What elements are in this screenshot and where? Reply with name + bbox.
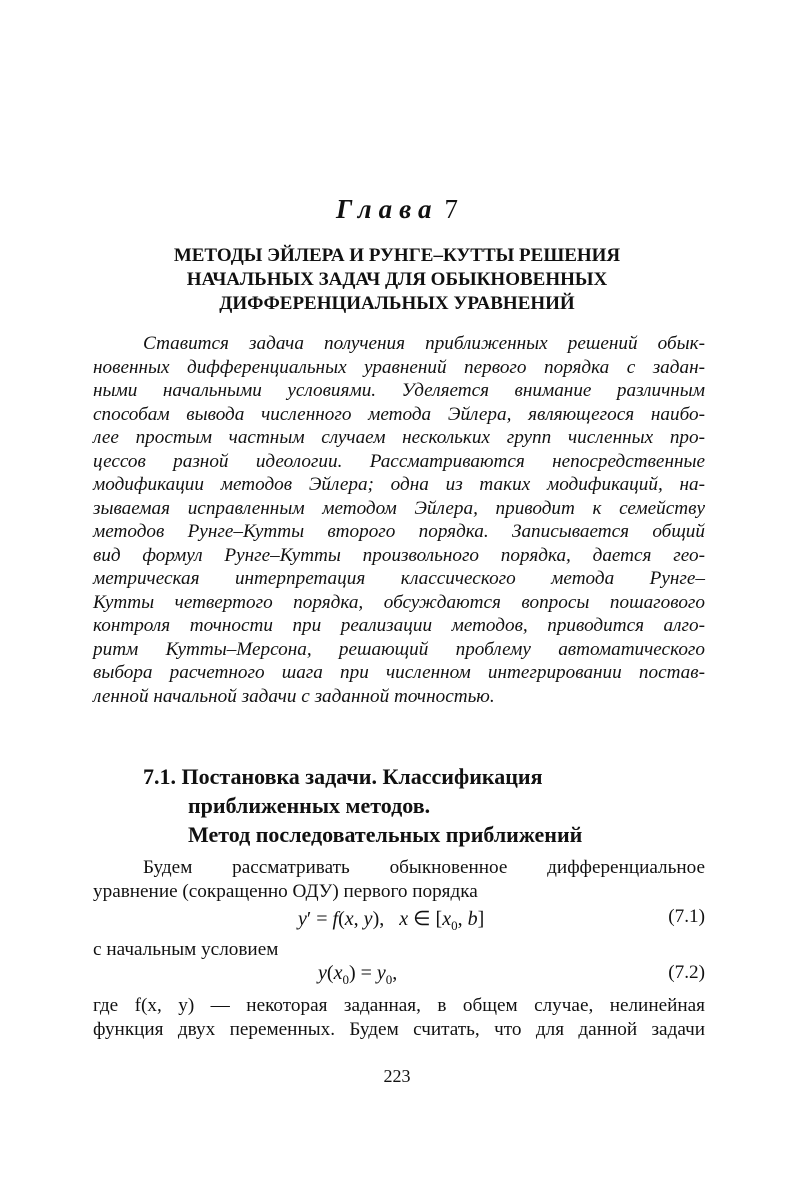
body-line: с начальным условием — [93, 939, 279, 960]
formula-7-1: y′ = f(x, y), x ∈ [$x_0$, b] — [298, 908, 485, 933]
abstract-line: ритм Кутты–Мерсона, решающий проблему автоматического — [93, 638, 705, 660]
chapter-title — [60, 244, 734, 316]
abstract-line: ленной начальной задачи с заданной точностью. — [93, 685, 495, 707]
body-paragraph — [93, 938, 705, 962]
section-title-line: приближенных методов. — [188, 793, 431, 818]
page-number: 223 — [383, 1066, 411, 1086]
body-line: функция двух переменных. Будем считать, что для данной задачи — [93, 1019, 705, 1040]
section-title-line: Постановка задачи. Классификация — [181, 764, 543, 789]
abstract-line: метрическая интерпретация классического метода Рунге– — [93, 568, 705, 589]
equation-7-1 — [93, 906, 705, 934]
abstract-line: лее простым частным случаем нескольких групп численных про- — [93, 427, 705, 448]
chapter-label — [0, 194, 794, 225]
abstract-line: Кутты четвертого порядка, обсуждаются вопросы пошагового — [93, 591, 705, 613]
chapter-title-line: МЕТОДЫ ЭЙЛЕРА И РУНГЕ–КУТТЫ РЕШЕНИЯ — [173, 245, 621, 266]
body-line: Будем рассматривать обыкновенное дифференциальное — [143, 857, 705, 878]
chapter-word: Глава — [335, 194, 439, 224]
abstract-line: Ставится задача получения приближенных решений обык- — [143, 333, 705, 354]
abstract-line: зываемая исправленным методом Эйлера, приводит к семейству — [93, 497, 705, 519]
abstract-line: ными начальными условиями. Уделяется внимание различным — [93, 380, 705, 401]
abstract-line: выбора расчетного шага при численном интегрировании постав- — [93, 662, 705, 683]
abstract-line: контроля точности при реализации методов, приводится алго- — [93, 615, 705, 636]
chapter-number: 7 — [444, 194, 459, 224]
chapter-abstract — [93, 332, 705, 708]
chapter-title-line: НАЧАЛЬНЫХ ЗАДАЧ ДЛЯ ОБЫКНОВЕННЫХ — [186, 269, 608, 290]
body-line: уравнение (сокращенно ОДУ) первого порядка — [93, 881, 478, 902]
section-title-line: Метод последовательных приближений — [188, 822, 583, 847]
abstract-line: модификации методов Эйлера; одна из таких модификаций, на- — [93, 474, 705, 495]
abstract-line: методов Рунге–Кутты второго порядка. Записывается общий — [93, 521, 705, 542]
formula-7-2: $y(x_0) = y_0$, — [318, 962, 398, 987]
body-paragraph — [93, 856, 705, 904]
chapter-title-line: ДИФФЕРЕНЦИАЛЬНЫХ УРАВНЕНИЙ — [219, 293, 575, 314]
abstract-line: новенных дифференциальных уравнений первого порядка с задан- — [93, 356, 705, 378]
section-heading-line — [143, 762, 582, 791]
abstract-line: способам вывода численного метода Эйлера, являющегося наибо- — [93, 403, 705, 425]
abstract-line: вид формул Рунге–Кутты произвольного порядка, дается гео- — [93, 544, 705, 566]
section-heading — [143, 762, 582, 849]
body-paragraph — [93, 994, 705, 1042]
section-number: 7.1. — [143, 764, 176, 789]
equation-number: (7.2) — [668, 962, 705, 983]
equation-7-2 — [93, 962, 705, 990]
abstract-line: цессов разной идеологии. Рассматриваются непосредственные — [93, 450, 705, 472]
body-line: где f(x, y) — некоторая заданная, в общем случае, нелинейная — [93, 995, 705, 1016]
equation-number: (7.1) — [668, 906, 705, 927]
